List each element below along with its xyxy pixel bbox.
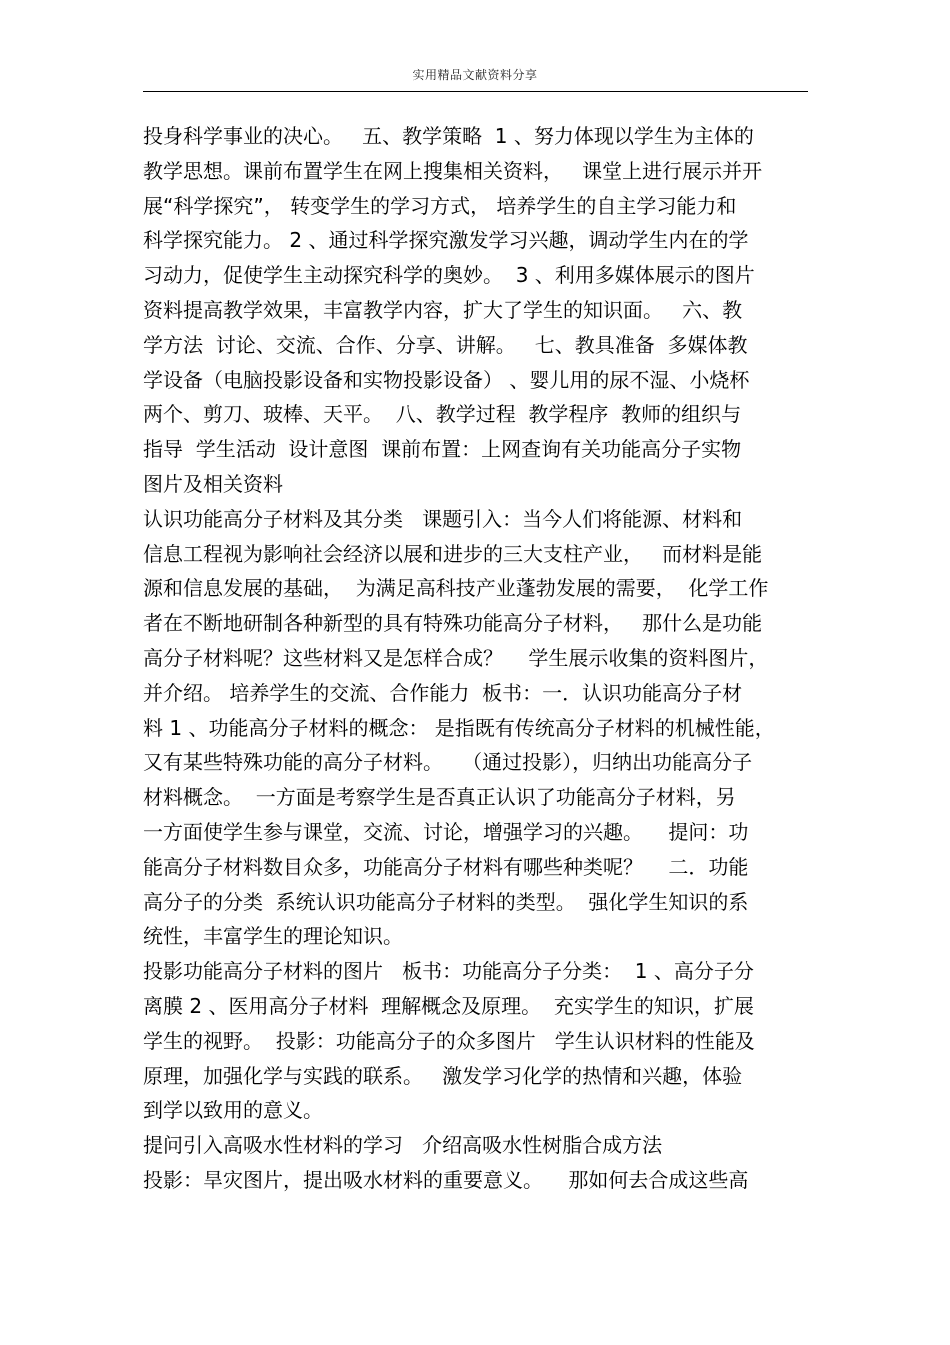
text-line: 一方面使学生参与课堂，交流、讨论，增强学习的兴趣。 提问：功 [143, 819, 749, 844]
text-line: 指导 学生活动 设计意图 课前布置：上网查询有关功能高分子实物 [143, 437, 742, 462]
text-line: 展“科学探究”， 转变学生的学习方式， 培养学生的自主学习能力和 [143, 193, 737, 218]
text-line: 投身科学事业的决心。 五、教学策略 1 、努力体现以学生为主体的 [143, 124, 754, 148]
text-line: 提问引入高吸水性材料的学习 介绍高吸水性树脂合成方法 [143, 1133, 663, 1158]
text-line: 教学思想。课前布置学生在网上搜集相关资料， 课堂上进行展示并开 [143, 158, 763, 183]
text-line: 并介绍。 培养学生的交流、合作能力 板书：一．认识功能高分子材 [143, 680, 743, 705]
text-line: 离膜 2 、医用高分子材料 理解概念及原理。 充实学生的知识，扩展 [143, 993, 754, 1018]
text-line: 高分子的分类 系统认识功能高分子材料的类型。 强化学生知识的系 [143, 889, 749, 914]
text-line: 又有某些特殊功能的高分子材料。 （通过投影），归纳出功能高分子 [143, 750, 753, 775]
text-line: 科学探究能力。 2 、通过科学探究激发学习兴趣，调动学生内在的学 [143, 228, 749, 253]
text-line: 材料概念。 一方面是考察学生是否真正认识了功能高分子材料，另 [143, 785, 736, 810]
text-line: 认识功能高分子材料及其分类 课题引入：当今人们将能源、材料和 [143, 506, 743, 531]
text-line: 者在不断地研制各种新型的具有特殊功能高分子材料， 那什么是功能 [143, 611, 763, 636]
text-line: 到学以致用的意义。 [143, 1098, 323, 1123]
text-line: 能高分子材料数目众多，功能高分子材料有哪些种类呢？ 二．功能 [143, 854, 749, 879]
text-line: 学生的视野。 投影：功能高分子的众多图片 学生认识材料的性能及 [143, 1028, 755, 1053]
text-line: 图片及相关资料 [143, 471, 283, 496]
text-line: 料 1 、功能高分子材料的概念： 是指既有传统高分子材料的机械性能， [143, 715, 775, 740]
document-body [143, 119, 808, 1198]
text-line: 学方法 讨论、交流、合作、分享、讲解。 七、教具准备 多媒体教 [143, 332, 748, 357]
text-line: 学设备（电脑投影设备和实物投影设备） 、婴儿用的尿不湿、小烧杯 [143, 367, 750, 392]
text-line: 统性，丰富学生的理论知识。 [143, 924, 403, 949]
text-line: 信息工程视为影响社会经济以展和进步的三大支柱产业， 而材料是能 [143, 541, 763, 566]
page-header: 实用精品文献资料分享 [412, 68, 538, 82]
text-line: 资料提高教学效果，丰富教学内容，扩大了学生的知识面。 六、教 [143, 297, 743, 322]
text-line: 两个、剪刀、玻棒、天平。 八、教学过程 教学程序 教师的组织与 [143, 402, 742, 427]
text-line: 投影：旱灾图片，提出吸水材料的重要意义。 那如何去合成这些高 [143, 1167, 749, 1192]
text-line: 原理，加强化学与实践的联系。 激发学习化学的热情和兴趣，体验 [143, 1063, 743, 1088]
text-line: 源和信息发展的基础， 为满足高科技产业蓬勃发展的需要， 化学工作 [143, 576, 769, 601]
header-rule [143, 91, 808, 92]
text-line: 习动力，促使学生主动探究科学的奥妙。 3 、利用多媒体展示的图片 [143, 263, 755, 288]
text-line: 投影功能高分子材料的图片 板书：功能高分子分类： 1 、高分子分 [143, 959, 754, 984]
text-line: 高分子材料呢？这些材料又是怎样合成？ 学生展示收集的资料图片， [143, 645, 769, 670]
